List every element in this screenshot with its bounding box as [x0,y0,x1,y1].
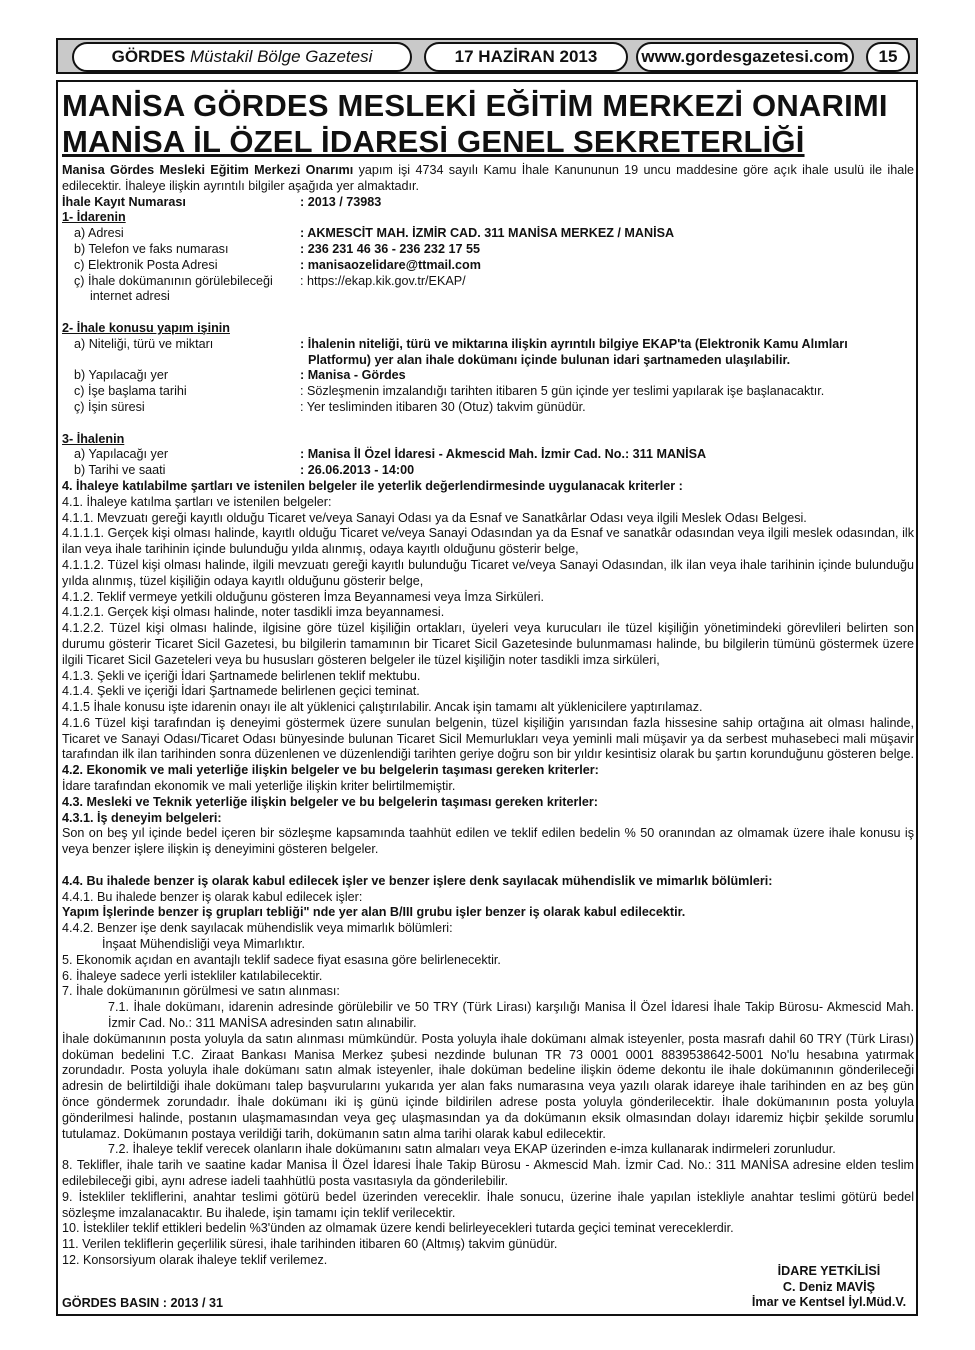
masthead-brand: GÖRDES [111,47,186,66]
clause-4-4: 4.4. Bu ihalede benzer iş olarak kabul edilecek işler ve benzer işlere denk sayılacak mühendislik ve mimarlık bölümleri: [62,873,773,888]
clause-4: 4. İhaleye katılabilme şartları ve istenilen belgeler ile yeterlik değerlendirmesinde uygulanacak kriterler : [62,478,683,493]
clause-4-1-3: 4.1.3. Şekli ve içeriği İdari Şartnamede belirlenen teklif mektubu. [62,668,421,683]
clause-4-1-1: 4.1.1. Mevzuatı gereği kayıtlı olduğu Ticaret ve/veya Sanayi Odası ya da Esnaf ve Sanatkârlar Odası veya ilgili Meslek Odası Belgesi. [62,510,807,525]
clause-4-4-1-text: Yapım İşlerinde benzer iş grupları tebliği" nde yer alan B/III grubu işler benzer iş olarak kabul edilecektir. [62,905,686,920]
clause-4-1-1-1: 4.1.1.1. Gerçek kişi olması halinde, kayıtlı olduğu Ticaret ve/veya Sanayi Odasından ya da Esnaf ve sanatkâr odasından veya ilgili meslek odasından, ilk ilan veya ihale tarihinin içinde bulunduğu yılda alınmış, odaya kayıtlı olduğunu gösterir belge, [62,526,914,557]
clause-8: 8. Teklifler, ihale tarih ve saatine kadar Manisa İl Özel İdaresi İhale Takip Bürosu - Akmescid Mah. İzmir Cad. No.: 311 MANİSA adresine elden teslim edilebileceği gibi, aynı adrese iadeli taahhütlü posta vasıtasıyla da gönderilebilir. [62,1158,914,1188]
clause-9: 9. İstekliler tekliflerini, anahtar teslimi götürü bedel üzerinden vereceklir. İhale sonucu, üzerine ihale yapılan istekliyle anahtar teslimi götürü bedel sözleşme imzalanacaktır. Bu ihalede, işin tamamı için teklif verilecektir. [62,1189,914,1220]
signature-office: İmar ve Kentsel İyl.Müd.V. [751,1295,907,1309]
s1-web-row: ç) İhale dokümanının görülebileceği : https://ekap.kik.gov.tr/EKAP/ [74,273,466,288]
clause-7-1: 7.1. İhale dokümanı, idarenin adresinde görülebilir ve 50 TRY (Türk Lirası) karşılığı Manisa İl Özel İdaresi İhale Takip Bürosu- Akmescid Mah. İzmir Cad. No.: 311 MANİSA adresinden satın alınabilir. [108,1000,914,1031]
clause-7: 7. İhale dokümanının görülmesi ve satın alınması: [62,984,340,999]
clause-5: 5. Ekonomik açıdan en avantajlı teklif sadece fiyat esasına göre belirlenecektir. [62,952,501,967]
clause-4-1-2-1: 4.1.2.1. Gerçek kişi olması halinde, noter tasdikli imza beyannamesi. [62,605,445,620]
clause-7-1-posta: İhale dokümanının posta yoluyla da satın alınması mümkündür. Posta yoluyla ihale dokümanı almak isteyenler, posta masrafı dahil 60 TRY (Türk Lirası) doküman bedelini T.C. Ziraat Bankası Manisa Merkez şubesi nezdinde bulunan TR 73 0001 0001 8839538642-5001 No'lu hesabına yatırmak zorundadır. Posta yoluyla ihale dokümanı satın almak isteyenler, ihale doküman bedeline ilişkin ödeme dekontu ile ihale dokümanının gönderileceği adresin de belirtildiği ihale dokümanı talep başvurularını yukarıda yer alan faks numarasına veya yazılı olarak idareye ihale tarihinden en az beş gün önce göndermek zorundadır. İhale dokümanı iki iş günü içinde bildirilen adrese posta yoluyla gönderilecektir. İhale dokümanının posta yoluyla gönderilmesi halinde, postanın ulaşmamasından veya geç ulaşmasından ya da dokümanın eksik olmasından dolayı idaremiz hiçbir şekilde sorumlu tutulamaz. Dokümanın postaya verildiği tarih, dokümanın satın alma tarihi olarak kabul edilecektir. [62,1031,914,1141]
page-number: 15 [866,42,910,72]
notice-body: Manisa Gördes Mesleki Eğitim Merkezi Onarımı yapım işi 4734 sayılı Kamu İhale Kanununun 19 uncu maddesine göre açık ihale usulü ile ihale edilecektir. İhaleye ilişkin ayrıntılı bilgiler aşağıda yer almaktadır. İhale Kayıt Numarası : 2013 / 73983 1- İdarenin a) Adresi : AKMESCİT MAH. İZMİR CAD. 311 MANİSA MERKEZ / MANİSA b) Telefon ve faks numarası : 236 231 46 36 - 236 232 17 55 c) Elektronik Posta Adresi : manisaozelidare@ttmail.com ç) İhale dokümanının görülebileceği : https://ekap.kik.gov.tr/EKAP/ internet adresi 2- İhale konusu yapım işinin a) Niteliği, türü ve miktarı : İhalenin niteliği, türü ve miktarına ilişkin ayrıntılı bilgiye EKAP'ta (Elektronik Kamu Alımları Platformu) yer alan ihale dokümanı içinde bulunan idari şartnameden ulaşılabilir. b) Yapılacağı yer : Manisa - Gördes c) İşe başlama tarihi : Sözleşmenin imzalandığı tarihten itibaren 5 gün içinde yer teslimi yapılarak işe başlanacaktır. ç) İşin süresi : Yer tesliminden itibaren 30 (Otuz) takvim günüdür. 3- İhalenin a) Yapılacağı yer : Manisa İl Özel İdaresi - Akmescid Mah. İzmir Cad. No.: 311 MANİSA b) Tarihi ve saati : 26.06.2013 - 14:00 4. İhaleye katılabilme şartları ve istenilen belgeler ile yeterlik değerlendirmesinde uygulanacak kriterler : 4.1. İhaleye katılma şartları ve istenilen belgeler: 4.1.1. Mevzuatı gereği kayıtlı olduğu Ticaret ve/veya Sanayi Odası ya da Esnaf ve Sanatkârlar Odası veya ilgili Meslek Odası Belgesi. 4.1.1.1. Gerçek kişi olması halinde, kayıtlı olduğu Ticaret ve/veya Sanayi Odasından ya da Esnaf ve sanatkâr odasından veya ilgili meslek odasından, ilk ilan veya ihale tarihinin içinde bulunduğu yılda alınmış, odaya kayıtlı olduğunu gösterir belge, 4.1.1.2. Tüzel kişi olması halinde, ilgili mevzuatı gereği kayıtlı bulunduğu Ticaret ve/veya Sanayi Odasından, ilk ilan veya ihale tarihinin içinde bulunduğu yılda alınmış, tüzel kişiliğin odaya kayıtlı olduğunu gösterir belge, 4.1.2. Teklif vermeye yetkili olduğunu gösteren İmza Beyannamesi veya İmza Sirküleri. 4.1.2.1. Gerçek kişi olması halinde, noter tasdikli imza beyannamesi. 4.1.2.2. Tüzel kişi olması halinde, ilgisine göre tüzel kişiliğin ortakları, üyeleri veya kurucuları ile tüzel kişiliğin yönetimindeki görevlileri belirten son durumu gösterir Ticaret Sicil Gazetesi, bu bilgilerin tamamının bir Ticaret Sicil Gazetesinde bulunmaması halinde, bu bilgilerin tümünü göstermek üzere ilgili Ticaret Sicil Gazeteleri veya bu hususları gösteren belgeler ile tüzel kişiliğin noter tasdikli imza sirküleri, 4.1.3. Şekli ve içeriği İdari Şartnamede belirlenen teklif mektubu. 4.1.4. Şekli ve içeriği İdari Şartnamede belirlenen geçici teminat. 4.1.5 İhale konusu işte idarenin onayı ile alt yüklenici çalıştırılabilir. Ancak işin tamamı alt yüklenicilere yaptırılamaz. 4.1.6 Tüzel kişi tarafından iş deneyimi göstermek üzere sunulan belgenin, tüzel kişiliğin yarısından fazla hissesine sahip ortağına ait olması halinde, Ticaret ve Sanayi Odası/Ticaret Odası bünyesinde bulunan Ticaret Sicil Memurlukları veya yeminli mali müşavir ya da serbest muhasebeci mali müşavir tarafından ilk ilan tarihinden sonra düzenlenen ve düzenlendiği tarihten geriye doğru son bir yıldır kesintisiz olarak bu şartın korunduğunu gösteren belge. 4.2. Ekonomik ve mali yeterliğe ilişkin belgeler ve bu belgelerin taşıması gereken kriterler: İdare tarafından ekonomik ve mali yeterliğe ilişkin kriter belirtilmemiştir. 4.3. Mesleki ve Teknik yeterliğe ilişkin belgeler ve bu belgelerin taşıması gereken kriterler: 4.3.1. İş deneyim belgeleri: Son on beş yıl içinde bedel içeren bir sözleşme kapsamında taahhüt edilen ve teklif edilen bedelin % 50 oranından az olmamak üzere ihale konusu iş veya benzer işlere ilişkin iş deneyimini gösteren belgeler. 4.4. Bu ihalede benzer iş olarak kabul edilecek işler ve benzer işlere denk sayılacak mühendislik ve mimarlık bölümleri: 4.4.1. Bu ihalede benzer iş olarak kabul edilecek işler: Yapım İşlerinde benzer iş grupları tebliği" nde yer alan B/III grubu işler benzer iş olarak kabul edilecektir. 4.4.2. Benzer işe denk sayılacak mühendislik veya mimarlık bölümleri: İnşaat Mühendisliği veya Mimarlıktır. 5. Ekonomik açıdan en avantajlı teklif sadece fiyat esasına göre belirlenecektir. 6. İhaleye sadece yerli istekliler katılabilecektir. 7. İhale dokümanının görülmesi ve satın alınması: 7.1. İhale dokümanı, idarenin adresinde görülebilir ve 50 TRY (Türk Lirası) karşılığı Manisa İl Özel İdaresi İhale Takip Bürosu- Akmescid Mah. İzmir Cad. No.: 311 MANİSA adresinden satın alınabilir. İhale dokümanının posta yoluyla da satın alınması mümkündür. Posta yoluyla ihale dokümanı almak isteyenler, posta masrafı dahil 60 TRY (Türk Lirası) doküman bedelini T.C. Ziraat Bankası Manisa Merkez şubesi nezdinde bulunan TR 73 0001 0001 8839538642-5001 No'lu hesabına yatırmak zorundadır. Posta yoluyla ihale dokümanı satın almak isteyenler, ihale doküman bedeline ilişkin ödeme dekontu ile ihale dokümanının gönderileceği adresin de belirtildiği ihale dokümanı talep başvurularını yukarıda yer alan faks numarasına veya yazılı olarak idareye ihale tarihinden en az beş gün önce göndermek zorundadır. İhale dokümanı iki iş günü içinde bildirilen adrese posta yoluyla gönderilecektir. İhale dokümanının posta yoluyla gönderilmesi halinde, postanın ulaşmamasından veya geç ulaşmasından ya da dokümanın eksik olmasından dolayı idaremiz hiçbir şekilde sorumlu tutulamaz. Dokümanın postaya verildiği tarih, dokümanın satın alma tarihi olarak kabul edilecektir. 7.2. İhaleye teklif verecek olanların ihale dokümanını satın almaları veya EKAP üzerinden e-imza kullanarak indirmeleri zorunludur. 8. Teklifler, ihale tarih ve saatine kadar Manisa İl Özel İdaresi İhale Takip Bürosu - Akmescid Mah. İzmir Cad. No.: 311 MANİSA adresine elden teslim edilebileceği gibi, aynı adrese iadeli taahhütlü posta vasıtasıyla da gönderilebilir. 9. İstekliler tekliflerini, anahtar teslimi götürü bedel üzerinden vereceklir. İhale sonucu, üzerine ihale yapılan istekliyle anahtar teslimi götürü bedel sözleşme imzalanacaktır. Bu ihalede, işin tamamı için teklif verilecektir. 10. İstekliler teklif ettikleri bedelin %3'ünden az olmamak üzere kendi belirleyecekleri tutarda geçici teminat vereceklerdir. 11. Verilen tekliflerin geçerlilik süresi, ihale tarihinden itibaren 60 (Altmış) takvim günüdür. 12. Konsorsiyum olarak ihaleye teklif verilemez. [62,163,915,1267]
clause-11: 11. Verilen tekliflerin geçerlilik süresi, ihale tarihinden itibaren 60 (Altmış) takvim günüdür. [62,1237,558,1252]
s2-nature-row: a) Niteliği, türü ve miktarı : İhalenin niteliği, türü ve miktarına ilişkin ayrıntılı bilgiye EKAP'ta (Elektronik Kamu Alımları [74,336,848,351]
clause-4-1-2-2: 4.1.2.2. Tüzel kişi olması halinde, ilgisine göre tüzel kişiliğin ortakları, üyeleri veya kurucuları ile tüzel kişiliğin yönetimindeki görevlileri belirten son durumu gösterir Ticaret Sicil Gazetesi, bu bilgilerin tamamının bir Ticaret Sicil Gazetesinde bulunmaması halinde, bu bilgilerin tümünü göstermek üzere ilgili Ticaret Sicil Gazeteleri veya bu hususları gösteren belgeler ile tüzel kişiliğin noter tasdikli imza sirküleri, [62,621,914,667]
clause-4-3-1-text: Son on beş yıl içinde bedel içeren bir sözleşme kapsamında taahhüt edilen ve teklif edilen bedelin % 50 oranından az olmamak üzere ihale konusu iş veya benzer işlere ilişkin iş deneyimini gösteren belgeler. [62,826,914,857]
website-link[interactable]: www.gordesgazetesi.com [636,42,854,72]
masthead-pill [72,42,412,72]
section-2-heading: 2- İhale konusu yapım işinin [62,320,230,335]
s3-date-row: b) Tarihi ve saati : 26.06.2013 - 14:00 [74,463,415,478]
issue-date: 17 HAZİRAN 2013 [424,42,628,72]
s3-place-row: a) Yapılacağı yer : Manisa İl Özel İdaresi - Akmescid Mah. İzmir Cad. No.: 311 MANİSA [74,447,707,462]
clause-4-3: 4.3. Mesleki ve Teknik yeterliğe ilişkin belgeler ve bu belgelerin taşıması gereken kriterler: [62,794,598,809]
masthead-subtitle: Müstakil Bölge Gazetesi [190,47,373,66]
signature-title: İDARE YETKİLİSİ [777,1264,881,1278]
clause-4-1-5: 4.1.5 İhale konusu işte idarenin onayı ile alt yüklenici çalıştırılabilir. Ancak işin tamamı alt yüklenicilere yaptırılamaz. [62,700,703,715]
signature-block [739,1264,919,1311]
intro-paragraph: Manisa Gördes Mesleki Eğitim Merkezi Onarımı yapım işi 4734 sayılı Kamu İhale Kanununun 19 uncu maddesine göre açık ihale usulü ile ihale edilecektir. İhaleye ilişkin ayrıntılı bilgiler aşağıda yer almaktadır. [62,163,915,193]
s2-duration-row: ç) İşin süresi : Yer tesliminden itibaren 30 (Otuz) takvim günüdür. [74,399,586,414]
notice-title-1: MANİSA GÖRDES MESLEKİ EĞİTİM MERKEZİ ONARIMI [62,88,888,123]
clause-6: 6. İhaleye sadece yerli istekliler katılabilecektir. [62,968,323,983]
clause-4-1-6: 4.1.6 Tüzel kişi tarafından iş deneyimi göstermek üzere sunulan belgenin, tüzel kişiliğin yarısından fazla hissesine sahip ortağına ait olması halinde, Ticaret ve Sanayi Odası/Ticaret Odası bünyesinde bulunan Ticaret Sicil Memurlukları veya yeminli mali müşavir ya da serbest muhasebeci mali müşavir tarafından ilk ilan tarihinden sonra düzenlenen ve düzenlendiği tarihten geriye doğru son bir yıldır kesintisiz olarak bu şartın korunduğunu gösteren belge. [62,715,915,762]
clause-4-3-1: 4.3.1. İş deneyim belgeleri: [62,810,222,825]
signature-name: C. Deniz MAVİŞ [782,1279,876,1294]
clause-4-2-text: İdare tarafından ekonomik ve mali yeterliğe ilişkin kriter belirtilmemiştir. [62,779,456,794]
s2-place-row: b) Yapılacağı yer : Manisa - Gördes [74,368,406,383]
clause-4-1: 4.1. İhaleye katılma şartları ve istenilen belgeler: [62,494,332,509]
clause-4-4-1: 4.4.1. Bu ihalede benzer iş olarak kabul edilecek işler: [62,889,363,904]
section-3-heading: 3- İhalenin [62,431,125,446]
clause-4-4-2-text: İnşaat Mühendisliği veya Mimarlıktır. [102,937,305,952]
clause-4-1-2: 4.1.2. Teklif vermeye yetkili olduğunu gösteren İmza Beyannamesi veya İmza Sirküleri. [62,589,545,604]
kayit-row: İhale Kayıt Numarası : 2013 / 73983 [62,194,382,209]
notice-title-2: MANİSA İL ÖZEL İDARESİ GENEL SEKRETERLİĞİ [62,124,805,159]
clause-10: 10. İstekliler teklif ettikleri bedelin %3'ünden az olmamak üzere kendi belirleyecekleri tutarda geçici teminat vereceklerdir. [62,1221,734,1236]
s1-address-row: a) Adresi : AKMESCİT MAH. İZMİR CAD. 311 MANİSA MERKEZ / MANİSA [74,226,675,241]
clause-4-1-1-2: 4.1.1.2. Tüzel kişi olması halinde, ilgili mevzuatı gereği kayıtlı bulunduğu Ticaret ve/veya Sanayi Odasından, ilk ilan veya ihale tarihinin içinde bulunduğu yılda alınmış, tüzel kişiliğin odaya kayıtlı olduğunu gösterir belge, [62,557,914,588]
clause-4-1-4: 4.1.4. Şekli ve içeriği İdari Şartnamede belirlenen geçici teminat. [62,684,420,699]
clause-4-4-2: 4.4.2. Benzer işe denk sayılacak mühendislik veya mimarlık bölümleri: [62,921,453,936]
clause-4-2: 4.2. Ekonomik ve mali yeterliğe ilişkin belgeler ve bu belgelerin taşıması gereken kriterler: [62,763,599,778]
clause-7-2: 7.2. İhaleye teklif verecek olanların ihale dokümanını satın almaları veya EKAP üzerinden e-imza kullanarak indirmeleri zorunludur. [108,1142,836,1157]
section-1-heading: 1- İdarenin [62,210,126,225]
s2-start-row: c) İşe başlama tarihi : Sözleşmenin imzalandığı tarihten itibaren 5 gün içinde yer teslimi yapılarak işe başlanacaktır. [74,384,825,399]
press-code: GÖRDES BASIN : 2013 / 31 [62,1296,223,1310]
s1-email-row: c) Elektronik Posta Adresi : manisaozelidare@ttmail.com [74,257,481,272]
s1-phone-row: b) Telefon ve faks numarası : 236 231 46 36 - 236 232 17 55 [74,241,480,256]
clause-12: 12. Konsorsiyum olarak ihaleye teklif verilemez. [62,1252,328,1267]
